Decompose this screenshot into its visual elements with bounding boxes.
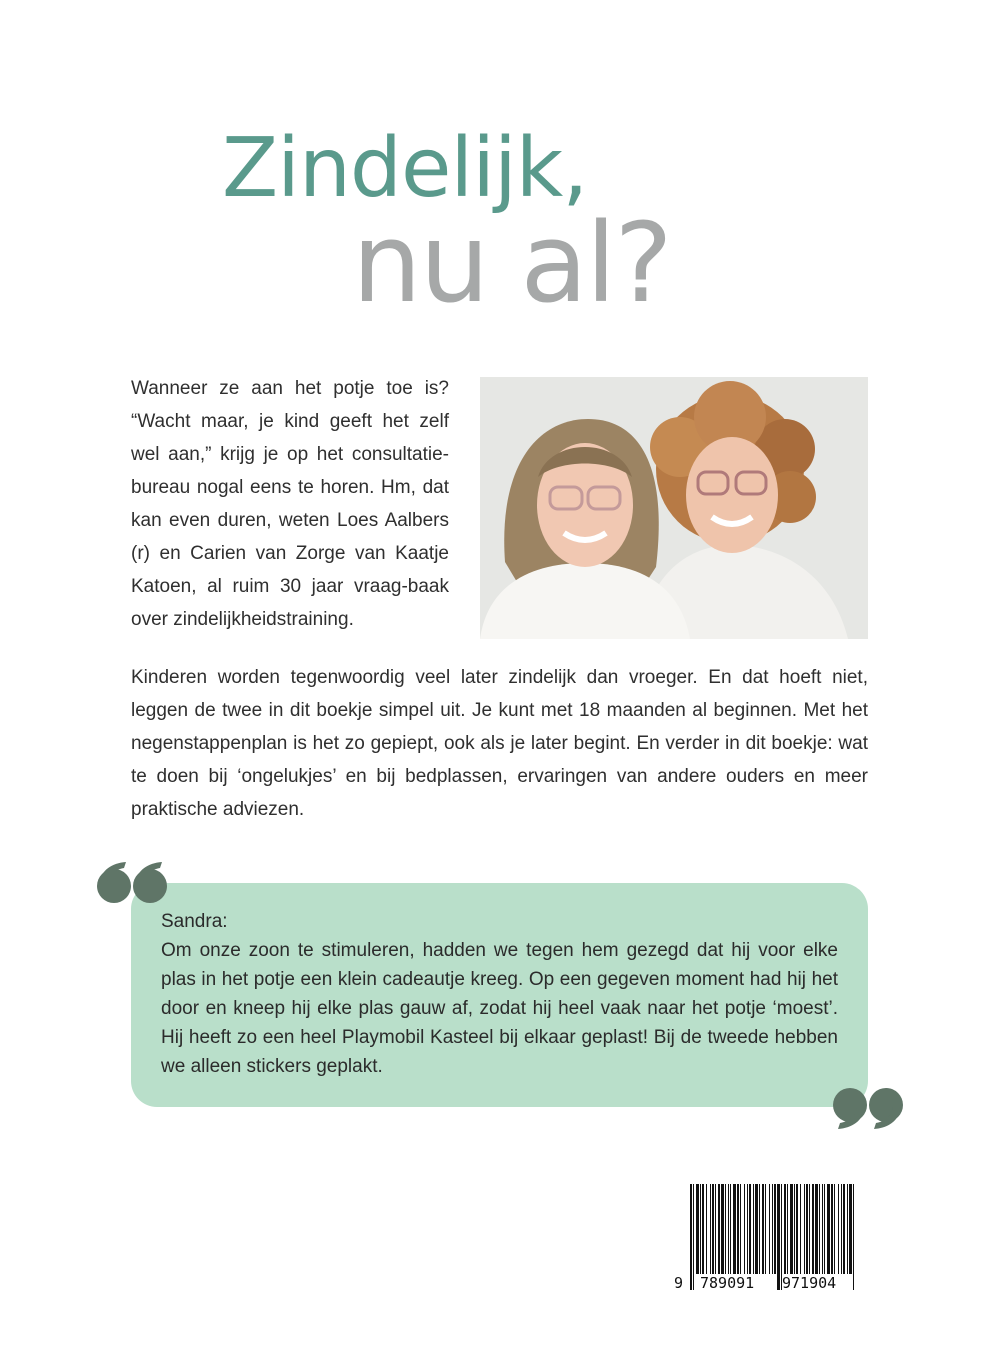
- barcode-lead-digit: 9: [674, 1274, 684, 1292]
- barcode-bar: [693, 1184, 694, 1290]
- open-quote-icon: [96, 862, 168, 904]
- barcode-bar: [815, 1184, 818, 1274]
- barcode-bar: [725, 1184, 726, 1274]
- barcode-bar: [747, 1184, 748, 1274]
- barcode-bar: [824, 1184, 825, 1274]
- barcode-bar: [841, 1184, 842, 1274]
- barcode-bar: [796, 1184, 798, 1274]
- barcode-bar: [690, 1184, 692, 1290]
- barcode-bar: [806, 1184, 808, 1274]
- close-quote-icon: [832, 1087, 904, 1129]
- body-paragraph: Kinderen worden tegenwoordig veel later zindelijk dan vroeger. En dat hoeft niet, leggen de twee in dit boekje simpel uit. Je kunt met 18 maanden al beginnen. Met het negenstappenplan is het zo gepiept, ook als je later begint. En verder in dit boekje: wat te doen bij ‘ongelukjes’ en bij bedplassen, ervaringen van andere ouders en meer praktische adviezen.: [131, 667, 868, 820]
- barcode-bar: [774, 1184, 776, 1274]
- barcode-bar: [847, 1184, 848, 1274]
- barcode-bar: [812, 1184, 814, 1274]
- barcode-bar: [784, 1184, 786, 1274]
- barcode-bar: [804, 1184, 805, 1274]
- quote-text: [161, 907, 838, 1081]
- intro-paragraph: Wanneer ze aan het potje toe is? “Wacht maar, je kind geeft het zelf wel aan,” krijg je op het consultatie-bureau nogal eens te horen. Hm, dat kan even duren, weten Loes Aalbers (r) en Carien van Zorge van Kaatje Katoen, al ruim 30 jaar vraag-baak over zindelijkheidstraining.: [131, 378, 449, 630]
- barcode-bar: [730, 1184, 731, 1274]
- barcode-bar: [777, 1184, 780, 1290]
- barcode-group-2: 971904: [782, 1274, 837, 1292]
- barcode-bar: [712, 1184, 714, 1274]
- barcode-bar: [827, 1184, 830, 1274]
- quote-body: Om onze zoon te stimuleren, hadden we tegen hem gezegd dat hij voor elke plas in het potje een klein cadeautje kreeg. Op een gegeven moment had hij het door en kneep hij elke plas gauw af, zodat hij heel vaak naar het potje ‘moest’. Hij heeft zo een heel Playmobil Kasteel bij elkaar geplast! Bij de tweede hebben we alleen stickers geplakt.: [161, 940, 838, 1077]
- barcode-bar: [753, 1184, 754, 1274]
- title-line-1: Zindelijk,: [222, 121, 588, 216]
- barcode-bar: [787, 1184, 788, 1274]
- barcode-bar: [790, 1184, 793, 1274]
- barcode-bar: [728, 1184, 729, 1274]
- barcode-bar: [834, 1184, 835, 1274]
- quote-speaker: Sandra:: [161, 911, 228, 932]
- barcode-bar: [794, 1184, 795, 1274]
- barcode-bar: [759, 1184, 760, 1274]
- barcode-bar: [809, 1184, 810, 1274]
- barcode-bar: [762, 1184, 764, 1274]
- barcode-bar: [769, 1184, 770, 1274]
- barcode-bar: [831, 1184, 833, 1274]
- isbn-barcode: [672, 1184, 860, 1292]
- barcode-bar: [849, 1184, 852, 1274]
- barcode-bar: [765, 1184, 766, 1274]
- barcode-bar: [710, 1184, 711, 1274]
- barcode-bar: [733, 1184, 736, 1274]
- barcode-bar: [700, 1184, 701, 1274]
- title-line-2: nu al?: [352, 199, 671, 327]
- barcode-bar: [822, 1184, 823, 1274]
- barcode-bar: [755, 1184, 758, 1274]
- barcode-bar: [737, 1184, 739, 1274]
- barcode-bar: [702, 1184, 704, 1274]
- barcode-bar: [749, 1184, 751, 1274]
- barcode-bar: [853, 1184, 854, 1290]
- barcode-bar: [772, 1184, 773, 1274]
- barcode-group-1: 789091: [700, 1274, 755, 1292]
- barcode-bar: [721, 1184, 724, 1274]
- barcode-bar: [706, 1184, 707, 1274]
- barcode-bar: [696, 1184, 699, 1274]
- barcode-bar: [800, 1184, 801, 1274]
- barcode-bar: [715, 1184, 716, 1274]
- barcode-bar: [718, 1184, 720, 1274]
- barcode-bar: [740, 1184, 741, 1274]
- barcode-bar: [819, 1184, 820, 1274]
- barcode-bar: [744, 1184, 745, 1274]
- barcode-bar: [843, 1184, 845, 1274]
- author-photo: [480, 377, 868, 639]
- barcode-bar: [838, 1184, 839, 1274]
